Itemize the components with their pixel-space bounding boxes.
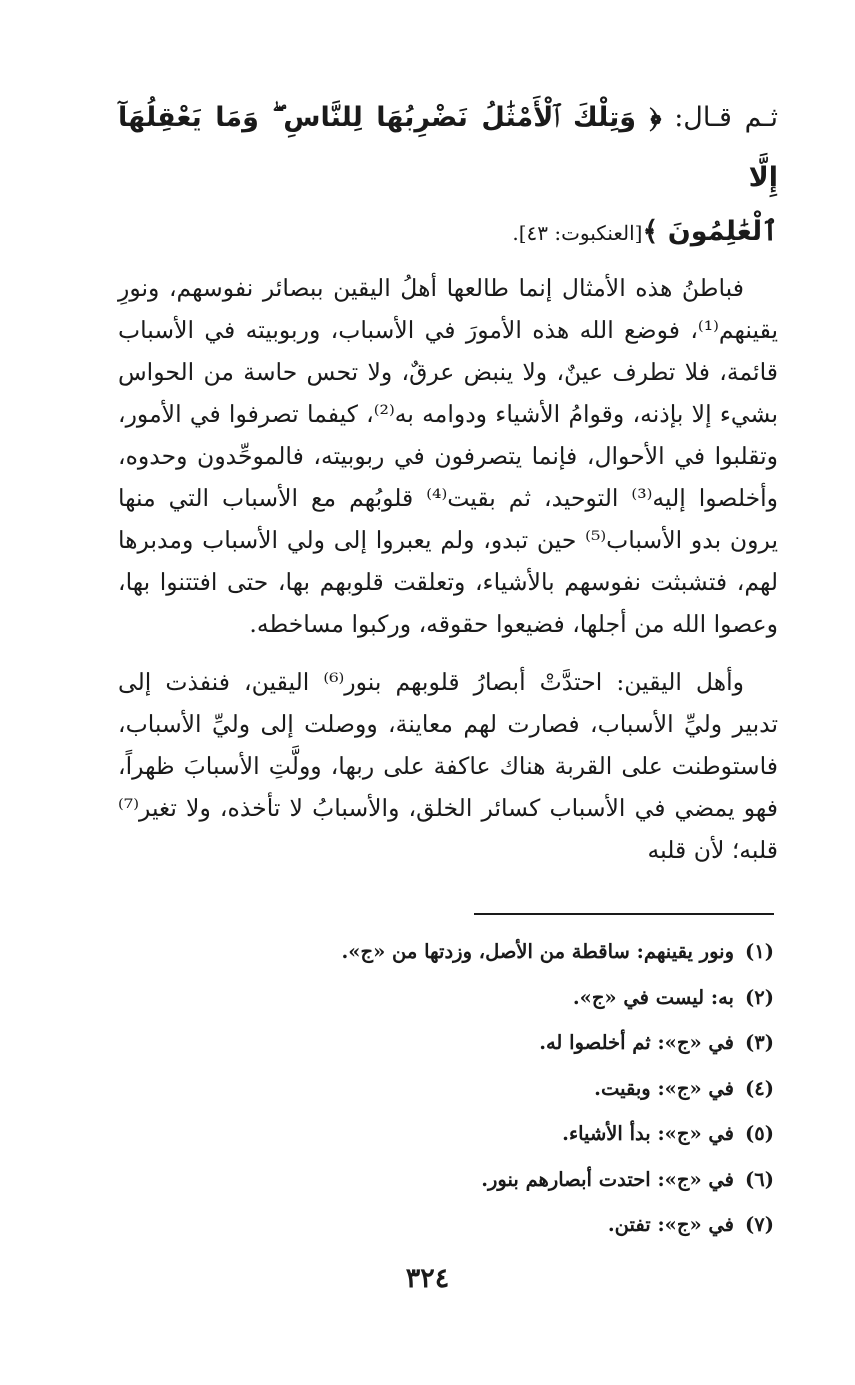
footnote-item <box>118 1111 778 1157</box>
footnote-number: (٢) <box>745 985 774 1009</box>
footnote-item <box>118 1066 778 1112</box>
footnote-text: في «ج»: ثم أخلصوا له. <box>539 1031 734 1054</box>
footnote-number: (٥) <box>745 1122 774 1145</box>
footnote-text: ونور يقينهم: ساقطة من الأصل، وزدتها من «ج». <box>341 940 734 963</box>
footnotes-list <box>118 929 778 1248</box>
footnote-number: (٧) <box>745 1213 774 1236</box>
verse-line-end <box>118 208 778 257</box>
page-body <box>118 88 778 887</box>
footnote-item <box>118 1157 778 1203</box>
quran-verse: ﴿ وَتِلْكَ ٱلْأَمْثَٰلُ نَضْرِبُهَا لِلنَّاسِ ۖ وَمَا يَعْقِلُهَآ إِلَّا <box>118 102 778 193</box>
quran-verse-end: ٱلْعَٰلِمُونَ ﴾ <box>642 216 778 247</box>
footnote-number: (٣) <box>745 1031 774 1054</box>
footnote-number: (٦) <box>745 1167 774 1191</box>
paragraph-2: وأهل اليقين: احتدَّتْ أبصارُ قلوبهم بنور⁽⁶⁾ اليقين، فنفذت إلى تدبير وليِّ الأسباب، فصارت لهم معاينة، ووصلت إلى وليِّ الأسباب، فاستوطنت على القربة هناك عاكفة على ربها، وولَّتِ الأسبابَ ظهراً، فهو يمضي في الأسباب كسائر الخلق، والأسبابُ لا تأخذه، ولا تغير⁽⁷⁾ قلبه؛ لأن قلبه <box>118 668 778 864</box>
footnote-number: (٤) <box>745 1076 774 1100</box>
footnote-text: في «ج»: احتدت أبصارهم بنور. <box>481 1167 734 1191</box>
footnote-divider <box>474 913 774 915</box>
page-number: ٣٢٤ <box>405 1263 450 1294</box>
verse-intro: ثـم قـال: <box>674 102 778 133</box>
footnote-text: في «ج»: وبقيت. <box>594 1076 734 1100</box>
footnote-text: في «ج»: تفتن. <box>607 1213 734 1236</box>
footnote-item <box>118 1202 778 1248</box>
verse-line <box>118 88 778 208</box>
footnote-text: في «ج»: بدأ الأشياء. <box>562 1122 734 1145</box>
footnote-item <box>118 1020 778 1066</box>
footnote-number: (١) <box>745 940 774 963</box>
paragraph-1: فباطنُ هذه الأمثال إنما طالعها أهلُ اليقين ببصائر نفوسهم، ونورِ يقينهم⁽¹⁾، فوضع الله هذه الأمورَ في الأسباب، وربوبيته في الأسباب قائمة، فلا تطرف عينٌ، ولا ينبض عرقٌ، ولا تحس حاسة من الحواس بشيء إلا بإذنه، وقوامُ الأشياء ودوامه به⁽²⁾، كيفما تصرفوا في الأمور، وتقلبوا في الأحوال، فإنما يتصرفون في ربوبيته، فالموحِّدون وحدوه، وأخلصوا إليه⁽³⁾ التوحيد، ثم بقيت⁽⁴⁾ قلوبُهم مع الأسباب التي منها يرون بدو الأسباب⁽⁵⁾ حين تبدو، ولم يعبروا إلى ولي الأسباب ومدبرها لهم، فتشبثت نفوسهم بالأشياء، وتعلقت قلوبهم بها، حتى افتتنوا بها، وعصوا الله من أجلها، فضيعوا حقوقه، وركبوا مساخطه. <box>118 274 779 638</box>
footnote-text: به: ليست في «ج». <box>572 985 734 1009</box>
footnote-item <box>118 975 778 1021</box>
verse-reference: [العنكبوت: ٤٣]. <box>512 221 643 245</box>
footnote-item <box>118 929 778 975</box>
